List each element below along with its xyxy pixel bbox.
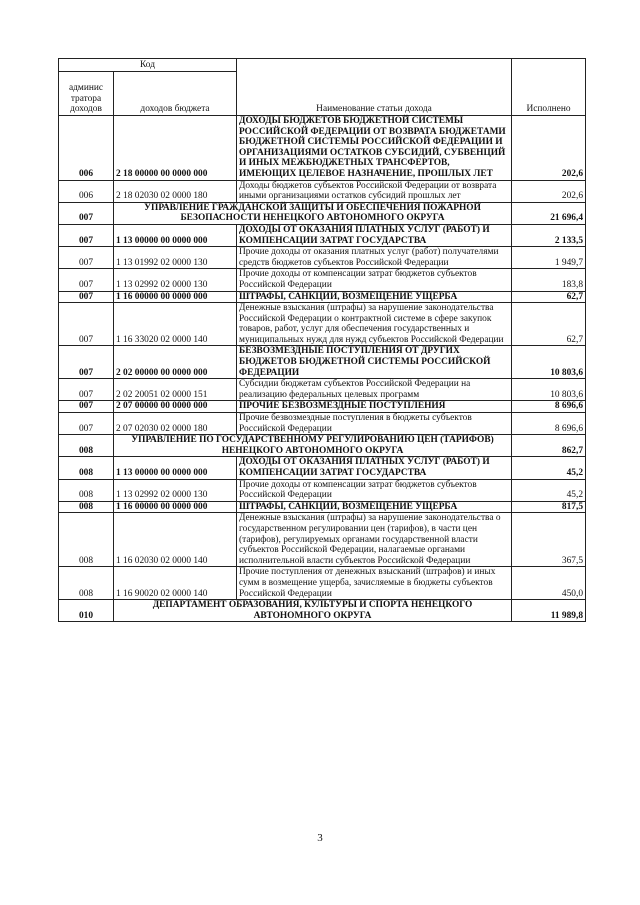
income-code: 2 02 20051 02 0000 151 <box>114 379 237 401</box>
executed-value: 367,5 <box>512 513 586 567</box>
table-header-row-1 <box>59 59 586 72</box>
income-code: 1 16 02030 02 0000 140 <box>114 513 237 567</box>
executed-value: 183,8 <box>512 269 586 291</box>
income-name: ШТРАФЫ, САНКЦИИ, ВОЗМЕЩЕНИЕ УЩЕРБА <box>237 291 512 303</box>
executed-value: 817,5 <box>512 501 586 513</box>
income-code: 1 16 90020 02 0000 140 <box>114 567 237 600</box>
executed-value: 202,6 <box>512 180 586 202</box>
income-name: Прочие доходы от компенсации затрат бюджетов субъектов Российской Федерации <box>237 269 512 291</box>
table-row <box>59 291 586 303</box>
budget-income-table <box>58 58 586 622</box>
income-code: 1 13 02992 02 0000 130 <box>114 479 237 501</box>
section-title: УПРАВЛЕНИЕ ПО ГОСУДАРСТВЕННОМУ РЕГУЛИРОВАНИЮ ЦЕН (ТАРИФОВ) НЕНЕЦКОГО АВТОНОМНОГО ОКРУГА <box>114 435 512 457</box>
income-code: 1 13 00000 00 0000 000 <box>114 457 237 479</box>
income-name: ПРОЧИЕ БЕЗВОЗМЕЗДНЫЕ ПОСТУПЛЕНИЯ <box>237 401 512 413</box>
table-row <box>59 269 586 291</box>
admin-code: 007 <box>59 413 114 435</box>
header-executed: Исполнено <box>512 59 586 116</box>
income-code: 1 13 02992 02 0000 130 <box>114 269 237 291</box>
admin-code: 007 <box>59 303 114 346</box>
admin-code: 007 <box>59 247 114 269</box>
income-code: 2 18 00000 00 0000 000 <box>114 116 237 181</box>
admin-code: 007 <box>59 346 114 379</box>
income-name: ДОХОДЫ ОТ ОКАЗАНИЯ ПЛАТНЫХ УСЛУГ (РАБОТ) И КОМПЕНСАЦИИ ЗАТРАТ ГОСУДАРСТВА <box>237 457 512 479</box>
table-row <box>59 479 586 501</box>
admin-code: 007 <box>59 202 114 224</box>
income-name: Денежные взыскания (штрафы) за нарушение законодательства о государственном регулировании цен (тарифов), в части цен (тарифов), регулируемых органами государственной власти субъектов Российской Федерации, налагаемые органами исполнительной власти субъектов Российской Федерации <box>237 513 512 567</box>
table-row <box>59 247 586 269</box>
income-code: 2 02 00000 00 0000 000 <box>114 346 237 379</box>
executed-value: 202,6 <box>512 116 586 181</box>
table-row <box>59 346 586 379</box>
admin-code: 008 <box>59 501 114 513</box>
income-name: Доходы бюджетов субъектов Российской Федерации от возврата иными организациями остатков субсидий прошлых лет <box>237 180 512 202</box>
income-code: 1 16 00000 00 0000 000 <box>114 291 237 303</box>
admin-code: 006 <box>59 180 114 202</box>
executed-value: 45,2 <box>512 479 586 501</box>
income-name: БЕЗВОЗМЕЗДНЫЕ ПОСТУПЛЕНИЯ ОТ ДРУГИХ БЮДЖЕТОВ БЮДЖЕТНОЙ СИСТЕМЫ РОССИЙСКОЙ ФЕДЕРАЦИИ <box>237 346 512 379</box>
page-number: 3 <box>317 832 323 844</box>
table-row <box>59 180 586 202</box>
admin-code: 008 <box>59 513 114 567</box>
income-code: 1 16 33020 02 0000 140 <box>114 303 237 346</box>
income-name: Субсидии бюджетам субъектов Российской Федерации на реализацию федеральных целевых программ <box>237 379 512 401</box>
income-code: 2 07 02030 02 0000 180 <box>114 413 237 435</box>
admin-code: 008 <box>59 435 114 457</box>
income-code: 1 13 01992 02 0000 130 <box>114 247 237 269</box>
table-row <box>59 379 586 401</box>
admin-code: 006 <box>59 116 114 181</box>
executed-value: 62,7 <box>512 291 586 303</box>
executed-value: 2 133,5 <box>512 224 586 246</box>
table-row <box>59 413 586 435</box>
admin-code: 007 <box>59 379 114 401</box>
header-admin: админис тратора доходов <box>59 72 114 116</box>
table-row <box>59 303 586 346</box>
admin-code: 008 <box>59 479 114 501</box>
executed-value: 45,2 <box>512 457 586 479</box>
header-name: Наименование статьи дохода <box>237 59 512 116</box>
admin-code: 008 <box>59 567 114 600</box>
table-row <box>59 224 586 246</box>
admin-code: 007 <box>59 401 114 413</box>
table-row <box>59 567 586 600</box>
table-row <box>59 501 586 513</box>
section-title: УПРАВЛЕНИЕ ГРАЖДАНСКОЙ ЗАЩИТЫ И ОБЕСПЕЧЕНИЯ ПОЖАРНОЙ БЕЗОПАСНОСТИ НЕНЕЦКОГО АВТОНОМНОГО ОКРУГА <box>114 202 512 224</box>
executed-value: 8 696,6 <box>512 401 586 413</box>
section-title-row <box>59 435 586 457</box>
executed-value: 21 696,4 <box>512 202 586 224</box>
section-title-row <box>59 600 586 622</box>
income-code: 2 07 00000 00 0000 000 <box>114 401 237 413</box>
executed-value: 11 989,8 <box>512 600 586 622</box>
executed-value: 62,7 <box>512 303 586 346</box>
income-name: Прочие доходы от оказания платных услуг (работ) получателями средств бюджетов субъектов Российской Федерации <box>237 247 512 269</box>
executed-value: 8 696,6 <box>512 413 586 435</box>
executed-value: 10 803,6 <box>512 379 586 401</box>
admin-code: 007 <box>59 291 114 303</box>
income-name: Денежные взыскания (штрафы) за нарушение законодательства Российской Федерации о контрактной системе в сфере закупок товаров, работ, услуг для обеспечения государственных и муниципальных нужд для нужд субъектов Российской Федерации <box>237 303 512 346</box>
table-row <box>59 401 586 413</box>
section-title-row <box>59 202 586 224</box>
admin-code: 007 <box>59 224 114 246</box>
executed-value: 450,0 <box>512 567 586 600</box>
executed-value: 10 803,6 <box>512 346 586 379</box>
income-name: Прочие поступления от денежных взысканий (штрафов) и иных сумм в возмещение ущерба, зачисляемые в бюджеты субъектов Российской Федерации <box>237 567 512 600</box>
income-name: Прочие безвозмездные поступления в бюджеты субъектов Российской Федерации <box>237 413 512 435</box>
admin-code: 008 <box>59 457 114 479</box>
income-name: Прочие доходы от компенсации затрат бюджетов субъектов Российской Федерации <box>237 479 512 501</box>
executed-value: 862,7 <box>512 435 586 457</box>
admin-code: 007 <box>59 269 114 291</box>
table-row <box>59 513 586 567</box>
section-title: ДЕПАРТАМЕНТ ОБРАЗОВАНИЯ, КУЛЬТУРЫ И СПОРТА НЕНЕЦКОГО АВТОНОМНОГО ОКРУГА <box>114 600 512 622</box>
header-code-group: Код <box>59 59 237 72</box>
admin-code: 010 <box>59 600 114 622</box>
table-row <box>59 116 586 181</box>
income-name: ДОХОДЫ БЮДЖЕТОВ БЮДЖЕТНОЙ СИСТЕМЫ РОССИЙСКОЙ ФЕДЕРАЦИИ ОТ ВОЗВРАТА БЮДЖЕТАМИ БЮДЖЕТНОЙ СИСТЕМЫ РОССИЙСКОЙ ФЕДЕРАЦИИ И ОРГАНИЗАЦИЯМИ ОСТАТКОВ СУБСИДИЙ, СУБВЕНЦИЙ И ИНЫХ МЕЖБЮДЖЕТНЫХ ТРАНСФЕРТОВ, ИМЕЮЩИХ ЦЕЛЕВОЕ НАЗНАЧЕНИЕ, ПРОШЛЫХ ЛЕТ <box>237 116 512 181</box>
income-name: ДОХОДЫ ОТ ОКАЗАНИЯ ПЛАТНЫХ УСЛУГ (РАБОТ) И КОМПЕНСАЦИИ ЗАТРАТ ГОСУДАРСТВА <box>237 224 512 246</box>
income-code: 1 13 00000 00 0000 000 <box>114 224 237 246</box>
executed-value: 1 949,7 <box>512 247 586 269</box>
header-income-code: доходов бюджета <box>114 72 237 116</box>
income-code: 2 18 02030 02 0000 180 <box>114 180 237 202</box>
table-row <box>59 457 586 479</box>
income-name: ШТРАФЫ, САНКЦИИ, ВОЗМЕЩЕНИЕ УЩЕРБА <box>237 501 512 513</box>
income-code: 1 16 00000 00 0000 000 <box>114 501 237 513</box>
